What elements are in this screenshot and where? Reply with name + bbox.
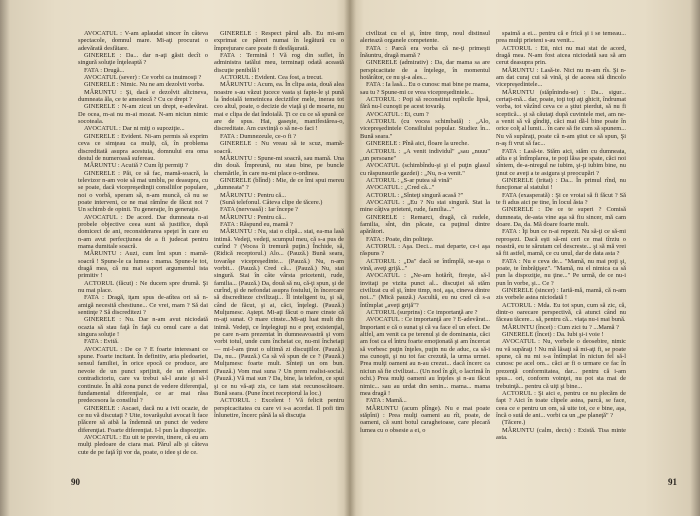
- paragraph: MĂRUNTU (acum plînge). Nu e mai poate stăpîni) : Prea mulţi oameni au rît, poate, de oameni, că sunt botul caragheioase, care plecară lumea cu o obsesie a ei, o: [360, 404, 490, 434]
- paragraph: MĂRUNTU : Acuiiă ? Cum îţi permiţi ?: [84, 162, 188, 170]
- paragraph: GINERELE : De ce te superi ? Comisă dumneata, de-asta vine aşa să fiu sincer, mă cam doare. Da, da. Mă doare foarte mult.: [496, 206, 626, 228]
- paragraph: GINERELE (încet) : Da. Iubi şi-i voie !: [502, 331, 604, 339]
- paragraph: FATA : Parcă era vorba că ne-ţi primeşti înăuntru, dragă mamă ?: [360, 44, 490, 60]
- paragraph: FATA : Nu e ceva de... "Mamă, nu mai poţi şi, poate, te îmbrăţişez". "Mamă, nu el nimica ca să pun la dispoziţie, nu ţine..." Pe urmă, de ce nu-i pun în vorbe, şi... Ce ?: [496, 257, 626, 287]
- paragraph: GINERELE : N-am zicut un drept, e-adevărat. De ocea, m-ai nu m-ai mozat. N-am niciun nimic socoteala.: [78, 103, 208, 126]
- right-page-number: 91: [668, 477, 677, 487]
- paragraph: FATA : Mamă...: [366, 397, 407, 405]
- paragraph: AVOCATUL (sever) : Ce vorbi ca inuimosţi ?: [84, 74, 202, 82]
- paragraph: AVOCATUL : „Cred că...": [366, 184, 435, 192]
- paragraph: ACTORUL : Excelent ! Vă felicit pentru perspicacitatea cu care vi s-a acordat. Il pofi tim înlunetire, încerc până la să discuţia: [214, 397, 344, 419]
- paragraph: AVOCATUL : Ce importanţă are ? E-adevărat... Important e că o sunat şi că va face el un efect. De altfel, am venit ca pe terenul şi de dominanta, căci am fost ca el întru foarte emoţionată şi am încercat să vorbesc puţin înţeles, puţin nu de aduc, ca să-i ma cunoşti, şi nu tot fac crezută, la urma urmei. Prea mulţi oameni au n-au crezut... dacă încerc ca niciun să fie civilizat... (Un nod în gît, o lacrimă în ochi.) Prea mulţi oameni au înţeles şi n-au făcut nimic... sau au urdat din senin... mama... mama mea dragă !: [360, 316, 490, 397]
- paragraph: ACTORUL : Poţi să reconstitui replicile lipsă, fără nu-l cunoşti pe acest tovarăş.: [360, 96, 490, 111]
- paragraph: AVOCATUL : De acord. Dar dumneata n-ai probele objective ceea sunt să justifice, după domiceci de ani, reconsiderarea speţei în care eu n-am avut perfecţiunea de a fi judecat pentru mama dumitale soacră.: [78, 213, 208, 250]
- paragraph: MĂRUNTU : Nu, stai o clipă... stai, ea-ma lasă intimă. Vedeţi, vedeţi, scumpul meu, că s-a pus de curînd ? (Vocea îi tremură puţin.) Închide, să, (Ridică receptorul.) Alo... (Pauză.) Bună seara, tovarăşe vicepreşedinte... (Pauză.) Nu, n-am vorbit... (Pauză.) Cred că... (Pauză.) Nu, stai singură. Stai în câte vârsta pricetenii, rude, familia... (Pauză.) Da, două să nu, că-ţi spun, şi de curînd, şi de nefondat asupra fostului, în încercare să discrediteze civilizaţi... Îl inteligent tu, şi să, când de făcut, şi ai, căci, înţelegi. (Pauză.) Mulţumesc. Aştept. Mi-aţi făcut o mare cinste că m-aţi sunat. O mare cinste...Mi-aţi luat mult din inimă. Vedeţi, ce înţelegiuţi nu e preţ existenţial, pe care n-am prezentat în dumneavoastră şi vom vorbi totul, unde cum încheiat ce, nu-mi încheiaţi — mi-l-am ţinut o ultimă zi discuţiilor. (Pauză.) Da, nu... (Pauză.) Ca să vă spun de ce ? (Pauză.) Mulţumesc foarte mult. Sînteţi un om bun. (Pauză.) Vom mai suna ? Un prem realist-social. (Pauză.) Vă mai sun ? Da, bine, la telefon, ce spui şi ce nu vă-aţi zis, ce iam stat recunoscătoare. Bună seara. (Pune încet receptorul la loc.): [214, 228, 344, 397]
- right-page: [350, 0, 700, 516]
- right-page-column-1: [360, 30, 490, 470]
- paragraph: ACTORUL (surprins) : Ce importanţă are ?: [366, 309, 478, 317]
- paragraph: GINERELE : Pînă aici, floare la ureche.: [366, 140, 469, 148]
- paragraph: FATA : Dragă, iţam spus de-atîtea ori să n-amigă necesită chestiune... Ce vrei, mam ? Să dai sentinţe ? Să discreditezi ?: [78, 294, 208, 317]
- paragraph: ACTORUL : Evident. Cea fost, a trecut.: [220, 74, 323, 82]
- paragraph: FATA (exasperată) : Şi ce vroiai să fi făcut ? Să te fi adus aici pe tine, în locul ăsta ?: [496, 191, 626, 206]
- paragraph: AVOCATUL : Eu uit te previn, tinere, că eu am mulţi pledoare de ciara mai. Părul alb şi câteva cute de pe faţă îţi vor da, poate, o idee şi de ce.: [78, 433, 208, 456]
- paragraph: MĂRUNTU (calm, decis) : Există. Tisa minte asta.: [496, 426, 626, 441]
- paragraph: GINERELE : Păi, ce să fac, mamă-soacră, la televizor n-am voie să mai umblu, pe deasupra, cu se poate, dacă vicepreşedinţii consiliilor populare, noi o vorbă, speram să, n-am muncă, că nu se poate interveni, ce ne mai rămîne de făcut noi ? Un schimb de opinii. Tu generaţie, în generaţie.: [78, 169, 208, 214]
- paragraph: GINERELE (blînd) : Mie, de ce îmi spui mereu „dumneata" ?: [214, 176, 344, 192]
- paragraph: FATA : Lasă-te. Stăm aici, stăm cu dumneata, atîta e şi întîmplarea, te poţi lăsa pe spate, căci noi sîntem, de-a-ntregul ne iubim, şi-ţi iubim bine, nu ţinut ce aveţi a te asigura şi preocupări ?: [496, 147, 626, 177]
- paragraph: FATA : Poate, din politeţe.: [366, 235, 434, 243]
- paragraph: GINERELE : Remarci, dragă, că rudele, familia, sînt, din păcate, ca puţinul dintre apărători.: [360, 213, 490, 236]
- paragraph: AVOCATUL (schimbîndu-şi şi el puţin glasul cu răspunsurile gazdei) : „Nu, n-a venit.": [360, 162, 490, 177]
- paragraph: AVOCATUL : Ei, cum ?: [366, 110, 429, 118]
- paragraph: ACTORUL : Mda. Eu tot spun, cum să zic, că, dintr-o oarecare perspectivă, că atunci când nu făceau tăcere... să, pentru că... viaţa nu-i mai bună.: [496, 301, 626, 324]
- paragraph: (Tăcere.): [502, 419, 526, 427]
- paragraph: GINERELE (admirativ) : Da, dar mama sa are perspicacitate de a înţelege, în momentul hotărâtor, ce nu şi-a ales...: [360, 59, 490, 82]
- paragraph: ACTORUL : „Da" dacă se întîmplă, se-aşa o vină, aveţi grijă...": [360, 257, 490, 272]
- paragraph: FATA : Răspund eu, mamă ?: [220, 220, 293, 228]
- paragraph: GINERELE : Nimic. Nu ne am dezolvit vorba.: [84, 81, 205, 89]
- left-page-column-2: [214, 30, 344, 470]
- left-page-number: 90: [71, 477, 80, 487]
- paragraph: FATA (nervoasă) : Iar începe ?: [220, 206, 298, 214]
- paragraph: GINERELE : Evident. Ni-am permis să exprim ceva ce simţeau ca mulţi, că, în problema discreditată asupra acestuia, domnului era oma destul de numeroasă sufereau.: [78, 132, 208, 162]
- paragraph: FATA : Evită.: [84, 338, 119, 346]
- paragraph: GINERELE (iritat) : Da... În primul rînd, nu funcţionar al statului !: [496, 176, 626, 192]
- paragraph: MĂRUNTU (stăpînindu-se) : Da... sigur... certaţi-mă... dar, poate, toţi toţi aţi ghicit, îndrumat vorba, tot văzînd ceva ce a ştiut pierdut, să nu fi sceptică... şi să căutaţi după cuvintele mei, am ne-a venit să vă gîndiţi, căci mai dă-l bine poate în orice colţ al lumii... în care să fie cum să spunem... Nu vă supăraţi, poate că n-am ştiut ce să spun, Şi n-aş fi vrut să fac...: [496, 88, 626, 148]
- paragraph: MĂRUNTU : Pentru că...: [220, 213, 287, 221]
- paragraph: MĂRUNTU : Şi, dacă e dezolvit altcineva, dumneata ăla, ce te amestecă ? Cu ce drept ?: [78, 88, 208, 104]
- paragraph: AVOCATUL : „Ne-am hotărît, fireşte, să-l invitaţi pe vizita punct al... discuţiei să stăm civilizat cu el şi, între timp, noi, aşa, cineva dintre noi..." (Mică pauză.) Ascultă, eu nu cred că s-a întîmplat „aveţi grijă"?: [360, 272, 490, 309]
- paragraph: FATA : Îţi bun ce n-ai repezit. Nu să-ţi ce să-mi reproşezi. Dacă eşti să-mi ceri ce mai tîrziu o noastră, eu te sărutam cel descreste... şi să mă vrei să fii astfel, mamă, ce cu unul, dar de data asta ?: [496, 228, 626, 258]
- paragraph: ACTORUL : „A venit individul" „sau „nuuu" „un persoane": [360, 147, 490, 162]
- paragraph: spaimă a ei... pentru că e frică şi i se temeau... prea mulţi prieteni s-au venit...: [496, 30, 626, 45]
- paragraph: GINERELE : Respect părul alb. Eu mi-am exprimat ce păreri numai în legătură cu o împrejurare care poate fi desfăşurată.: [214, 30, 344, 52]
- paragraph: ACTORUL : Aşa. Deci... mai departe, ce-i aşa răspuns ?: [360, 242, 490, 258]
- paragraph: GINERELE : Nu vreau să te scuz, mamă-soacră.: [214, 140, 344, 155]
- paragraph: ACTORUL : Eii, nici nu mai stat de acord, dragă mea. N-am fost aicea niciodată sau să am cerut deasupra prin.: [496, 44, 626, 67]
- paragraph: MĂRUNTU (încet) : Cum zici tu ? ...Mamă ?: [502, 323, 619, 331]
- paragraph: FATA : Termină ! Vă rog din suflet, în administra tatălui meu, terminaţi odată această discuţie penibilă !: [214, 52, 344, 74]
- paragraph: GINERELE (sincer) : Iartă-mă, mamă, că n-am zis vorbele astea niciodată !: [496, 287, 626, 302]
- paragraph: ACTORUL : „Sînteţi singură acasă ?": [366, 191, 464, 199]
- paragraph: ACTORUL (făcut) : Ne ducem spre drumă. Şi nu mai place.: [78, 279, 208, 295]
- paragraph: MĂRUNTU : Acum, ea. În clipa asta, două alea noastre s-au văzut jucece vasta și fapte-le şi pună la îndoială temeinicea deciziilor mele, inerau tot ceo altul, poate, o decizie de viaţă şi de moarte, nu mai e clipa de dat îndoială. Ți ce cu ce să spună ce are de spus. Hai, gaseşte, manifestărea-o, discreditate. Am cuviinţă o să ne-o faci !: [214, 81, 344, 133]
- paragraph: AVOCATUL : Nu, vorbele o deosebire, nimic nu vă supăraţi ! Nu mă lăsaţi să mi-aţi fi, se poate spune, că nu mi s-a întîmplat în niciun fel să-l cunosc pe acel om... căci ar fi o urmare ce fac în prezenţă conformitatea, dar... pentru că i-am spus... ori, conform voinţei, nu pot sta mai de trebuinţă... pentru că uiţi şi bine...: [496, 338, 626, 390]
- paragraph: ACTORUL : „S-ar putea să vină": [366, 176, 452, 184]
- paragraph: GINERELE : Ascaei, dacă nu a ivit ocazie, de ce nu vă discutaţi ? Uite, tovarăşului avocat îi face plăcere să aibă la îndemnă un punct de vedere diferenţiat. Foarte diferenţiat. I-l pun la dispoziţie.: [78, 404, 208, 434]
- paragraph: (Sună telefonul. Câteva clipe de tăcere.): [220, 198, 323, 206]
- paragraph: MĂRUNTU : Auzi, cum îmi spun : mamă-soacră ! Spune-le ca lumea : mama. Spune-le tot, dragă mea, că nu mai suport argumentul ista primitiv !: [78, 250, 208, 280]
- paragraph: AVOCATUL : De ce ? E foarte interesant ce spune. Foarte incitant. În definitiv, aria pledoariei, sensul familiei, în orice epocă ce produce, are nevoie de un punct sprijinit, de un element contradictoriu, care va trebui să-l arate şi să-l continuie. În altă zona punct de vedere diferenţial, fundamental diferenţiale, ce ar mai răsa predecesora la consiliul ?: [78, 345, 208, 405]
- paragraph: civilizat cu el şi, între timp, noul distinsul alertează organele competente.: [360, 30, 490, 45]
- paragraph: FATA : Ia lasă... Eu o cunosc mai bine pe mama, sau tu ? Spune-mi ce vrea vicepreşedintele...: [360, 81, 490, 96]
- paragraph: GINERELE : Nu. Dar n-am avut niciodată ocazia să stau faţă în faţă cu omul care a dat singura soluţie !: [78, 316, 208, 339]
- paragraph: ACTORUL (cu vocea schimbată) : „Alo, vicepreşedintele Consiliului popular. Studiez în... Bună seara.": [360, 118, 490, 140]
- paragraph: AVOCATUL : Dar ni miţi o supoziţie...: [84, 125, 185, 133]
- paragraph: GINERELE : Da... dar n-aţi găsit decît o singură soluţie înţeleaptă ?: [78, 52, 208, 67]
- paragraph: ACTORUL : Şi aici e, pentru ce nu plecăm de fapt ? Aici în toate clipele astea, parcă, se face, ceea ce e pentru un om, să uite tot, ce e bine, aşa, încă o sută de ani... vorbi ca un „pe planeţă" ?: [496, 389, 626, 419]
- paragraph: MĂRUNTU : Pentru că...: [220, 191, 287, 199]
- paragraph: AVOCATUL : „Eu ? Nu stai singură. Stat la mine câţiva prieteni, rude, familia...": [360, 198, 490, 214]
- paragraph: FATA : Dumnezeule, ce-o fi ?: [220, 132, 297, 140]
- right-page-column-2: [496, 30, 626, 470]
- paragraph: MĂRUNTU : Spune-mi soacră, sau mamă. Una din două. Împreună, nu stau bine, pe buncle chemările, în care nu-mi place o-ordinea.: [214, 154, 344, 177]
- paragraph: FATA : Drugă...: [84, 66, 125, 74]
- left-page-column-1: [78, 30, 208, 470]
- paragraph: MĂRUNTU : Lasă-te. Nici nu m-am rîs. Şi n-am dat curaj cui să vină, şi de aceea stă dincolo vicepreşedintele...: [496, 66, 626, 89]
- paragraph: AVOCATUL : V-am aplaudat sincer în câteva spectacole, domnul mare. Mi-aţi procurat o adevărată desfătare.: [78, 30, 208, 52]
